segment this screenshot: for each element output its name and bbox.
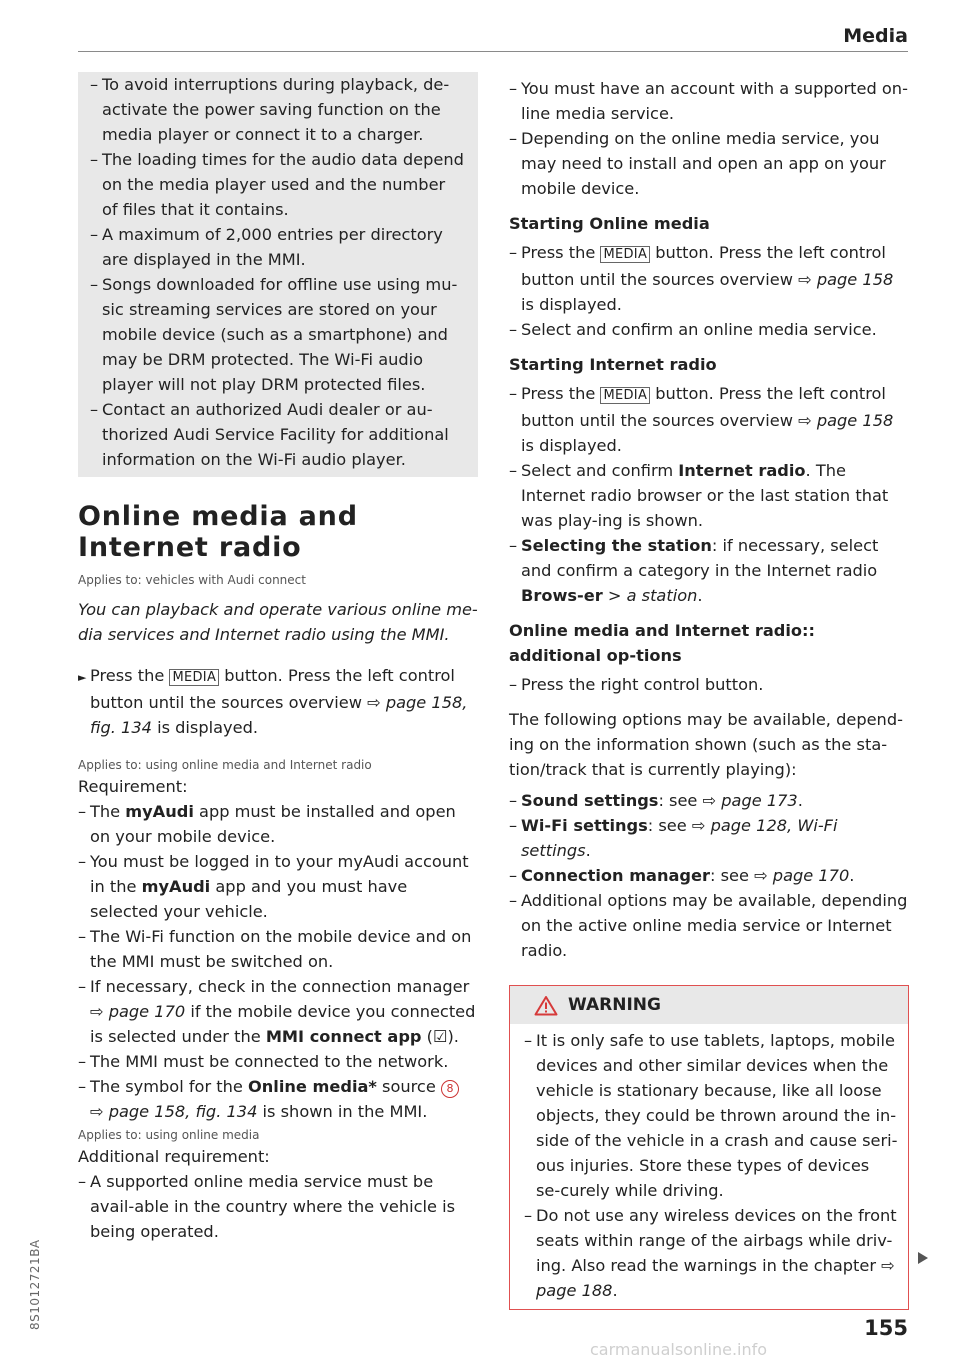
section-title: Online media and Internet radio <box>78 501 358 563</box>
header-rule <box>78 51 908 52</box>
warning-item: – It is only safe to use tablets, laptops, mobile devices and other similar devices when the vehicle is stationary because, like all loose objects, they could be thrown around the in-side of the vehicle in a crash and cause seri-ous injuries. Store these types of devices se-curely while driving. <box>524 1031 898 1200</box>
option-item: – Wi-Fi settings: see ⇨ page 128, Wi-Fi settings. <box>509 816 838 860</box>
applies-to: Applies to: using online media <box>78 1128 260 1143</box>
applies-to: Applies to: using online media and Internet radio <box>78 758 372 773</box>
media-key: MEDIA <box>600 387 650 404</box>
options-paragraph: The following options may be available, depend-ing on the information shown (such as the sta-tion/track that is currently playing): <box>509 710 903 779</box>
note-box <box>78 72 478 477</box>
option-item: – Sound settings: see ⇨ page 173. <box>509 791 803 810</box>
applies-to: Applies to: vehicles with Audi connect <box>78 573 306 587</box>
header-title: Media <box>843 25 908 47</box>
warning-triangle-icon <box>534 995 558 1016</box>
add-item: – A supported online media service must be avail-able in the country where the vehicle is being operated. <box>78 1172 456 1242</box>
req-item: – The Wi-Fi function on the mobile device and on the MMI must be switched on. <box>78 927 472 972</box>
warning-item: – Do not use any wireless devices on the front seats within range of the airbags while driv-ing. Also read the warnings in the chapter ⇨ page 188. <box>524 1206 897 1300</box>
page-ref[interactable]: ⇨ page 158, fig. 134 <box>90 693 468 738</box>
continue-arrow-icon <box>916 1251 930 1265</box>
req-item: – You must have an account with a supported on-line media service. <box>509 79 908 123</box>
page-ref[interactable]: ⇨ page 188 <box>536 1256 895 1300</box>
circled-number-icon: 8 <box>441 1080 459 1098</box>
note-item: – The loading times for the audio data depend on the media player used and the number of files that it contains. <box>90 150 464 219</box>
req-item: – The MMI must be connected to the network. <box>78 1052 449 1072</box>
note-item: – Songs downloaded for offline use using mu-sic streaming services are stored on your mobile device (such as a smartphone) and may be DRM protected. The Wi-Fi audio player will not play DRM protected files. <box>90 275 458 394</box>
subheading-internet-radio: Starting Internet radio <box>509 355 717 374</box>
step-item: – Select and confirm Internet radio. The Internet radio browser or the last station that was play-ing is shown. <box>509 461 889 530</box>
media-key: MEDIA <box>169 669 219 686</box>
req-item: – The myAudi app must be installed and open on your mobile device. <box>78 802 456 847</box>
subheading-additional-options: Online media and Internet radio:: additional op-tions <box>509 621 815 665</box>
step-item: – Select and confirm an online media service. <box>509 320 877 339</box>
requirement-label: Requirement: <box>78 777 188 797</box>
warning-box <box>509 985 909 1310</box>
left-column <box>78 72 478 1244</box>
warning-body <box>510 1024 908 1309</box>
step-arrow-icon: ► <box>78 671 87 685</box>
right-column <box>509 76 911 1310</box>
note-item: – To avoid interruptions during playback, de-activate the power saving function on the media player or connect it to a charger. <box>90 75 450 144</box>
step-press-media: ► Press the MEDIA button. Press the left control button until the sources overview ⇨ page 158, fig. 134 is displayed. <box>78 666 468 738</box>
page-ref[interactable]: ⇨ page 158 <box>798 270 894 289</box>
note-item: – A maximum of 2,000 entries per directory are displayed in the MMI. <box>90 225 443 269</box>
step-item: – Selecting the station: if necessary, select and confirm a category in the Internet radio Brows-er > a station. <box>509 536 879 605</box>
subheading-online-media: Starting Online media <box>509 214 710 233</box>
document-code: 8S1012721BA <box>28 1239 42 1330</box>
page-ref[interactable]: ⇨ page 170 <box>90 1002 186 1022</box>
page-ref[interactable]: ⇨ page 158, fig. 134 <box>90 1102 258 1122</box>
warning-header <box>510 986 908 1024</box>
page-ref[interactable]: ⇨ page 173 <box>702 791 798 810</box>
page-ref[interactable]: ⇨ page 128, Wi-Fi settings <box>521 816 838 860</box>
req-item: – If necessary, check in the connection manager ⇨ page 170 if the mobile device you connected is selected under the MMI connect app (☑). <box>78 977 476 1047</box>
req-item: – The symbol for the Online media* source 8 ⇨ page 158, fig. 134 is shown in the MMI. <box>78 1074 478 1124</box>
req-item: – You must be logged in to your myAudi account in the myAudi app and you must have selected your vehicle. <box>78 852 469 922</box>
warning-title: WARNING <box>568 994 661 1015</box>
option-item: – Additional options may be available, depending on the active online media service or Internet radio. <box>509 891 908 960</box>
page-number: 155 <box>864 1316 908 1340</box>
additional-requirement-label: Additional requirement: <box>78 1147 270 1167</box>
step-item: – Press the MEDIA button. Press the left control button until the sources overview ⇨ page 158 is displayed. <box>509 384 894 455</box>
step-item: – Press the MEDIA button. Press the left control button until the sources overview ⇨ page 158 is displayed. <box>509 243 894 314</box>
watermark: carmanualsonline.info <box>590 1340 768 1359</box>
section-intro: You can playback and operate various online me-dia services and Internet radio using the MMI. <box>78 600 478 644</box>
page-ref[interactable]: ⇨ page 158 <box>798 411 894 430</box>
step-item: – Press the right control button. <box>509 675 764 694</box>
note-item: – Contact an authorized Audi dealer or au-thorized Audi Service Facility for additional information on the Wi-Fi audio player. <box>90 400 449 469</box>
page-ref[interactable]: ⇨ page 170 <box>754 866 850 885</box>
option-item: – Connection manager: see ⇨ page 170. <box>509 866 855 885</box>
req-item: – Depending on the online media service, you may need to install and open an app on your mobile device. <box>509 129 886 198</box>
media-key: MEDIA <box>600 246 650 263</box>
